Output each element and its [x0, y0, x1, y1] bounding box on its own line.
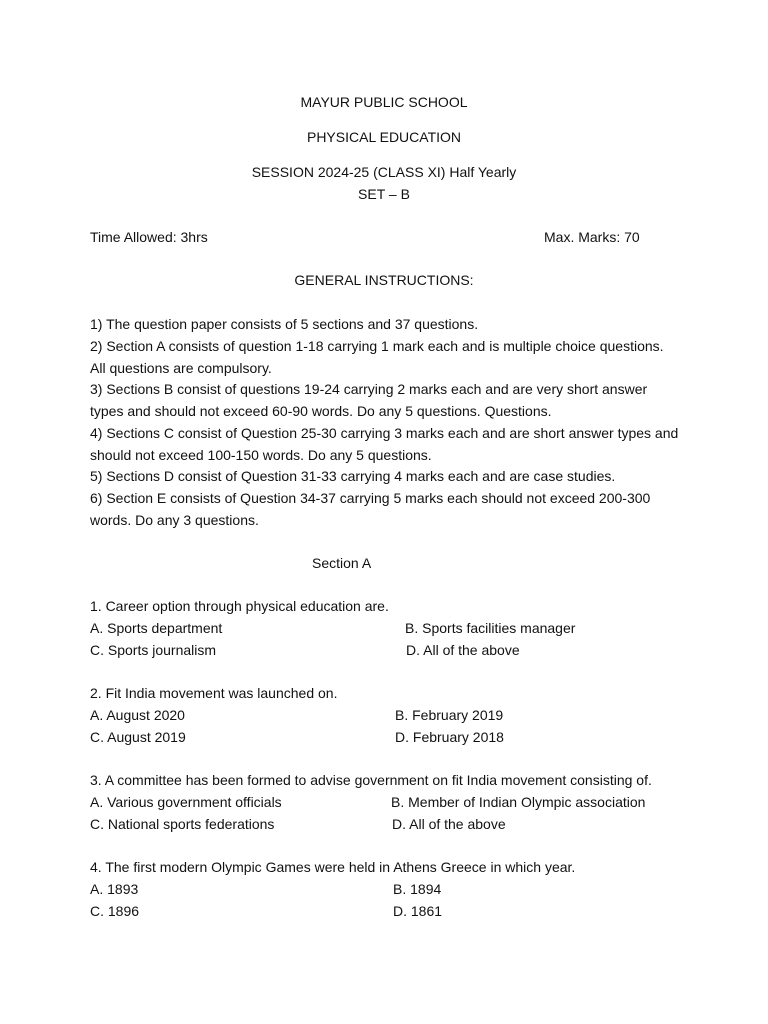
instruction-line: 1) The question paper consists of 5 sections and 37 questions. — [90, 316, 479, 332]
question-text: 4. The first modern Olympic Games were held in Athens Greece in which year. — [90, 859, 576, 875]
instruction-line: 3) Sections B consist of questions 19-24 carrying 2 marks each and are very short answer — [90, 381, 648, 397]
option-c: C. 1896 — [90, 903, 140, 919]
instruction-line: should not exceed 100-150 words. Do any 5 questions. — [90, 447, 432, 463]
instruction-line: 4) Sections C consist of Question 25-30 carrying 3 marks each and are short answer types and — [90, 425, 679, 441]
option-b: B. February 2019 — [395, 707, 504, 723]
instruction-line: 6) Section E consists of Question 34-37 carrying 5 marks each should not exceed 200-300 — [90, 490, 651, 506]
instruction-line: types and should not exceed 60-90 words. Do any 5 questions. Questions. — [90, 403, 552, 419]
session-line: SESSION 2024-25 (CLASS XI) Half Yearly — [251, 164, 517, 180]
option-d: D. All of the above — [406, 642, 520, 658]
question-text: 2. Fit India movement was launched on. — [90, 685, 338, 701]
school-name: MAYUR PUBLIC SCHOOL — [300, 94, 468, 110]
set-label: SET – B — [358, 186, 410, 202]
option-b: B. 1894 — [393, 881, 442, 897]
option-c: C. National sports federations — [90, 816, 275, 832]
option-a: A. Sports department — [90, 620, 223, 636]
question-text: 1. Career option through physical education are. — [90, 598, 389, 614]
instruction-line: 2) Section A consists of question 1-18 carrying 1 mark each and is multiple choice questions. — [90, 338, 664, 354]
subject-title: PHYSICAL EDUCATION — [306, 129, 462, 145]
option-c: C. August 2019 — [90, 729, 186, 745]
option-a: A. 1893 — [90, 881, 139, 897]
instruction-line: All questions are compulsory. — [90, 360, 272, 376]
option-d: D. All of the above — [392, 816, 506, 832]
instruction-line: 5) Sections D consist of Question 31-33 carrying 4 marks each and are case studies. — [90, 468, 616, 484]
time-allowed: Time Allowed: 3hrs — [90, 229, 208, 245]
option-a: A. Various government officials — [90, 794, 282, 810]
option-d: D. February 2018 — [395, 729, 504, 745]
option-c: C. Sports journalism — [90, 642, 217, 658]
instructions-title: GENERAL INSTRUCTIONS: — [294, 272, 474, 288]
option-a: A. August 2020 — [90, 707, 185, 723]
option-d: D. 1861 — [393, 903, 443, 919]
option-b: B. Member of Indian Olympic association — [391, 794, 646, 810]
question-text: 3. A committee has been formed to advise government on fit India movement consisting of. — [90, 772, 652, 788]
option-b: B. Sports facilities manager — [405, 620, 576, 636]
max-marks: Max. Marks: 70 — [544, 229, 640, 245]
instruction-line: words. Do any 3 questions. — [90, 512, 259, 528]
section-a-title: Section A — [312, 555, 372, 571]
